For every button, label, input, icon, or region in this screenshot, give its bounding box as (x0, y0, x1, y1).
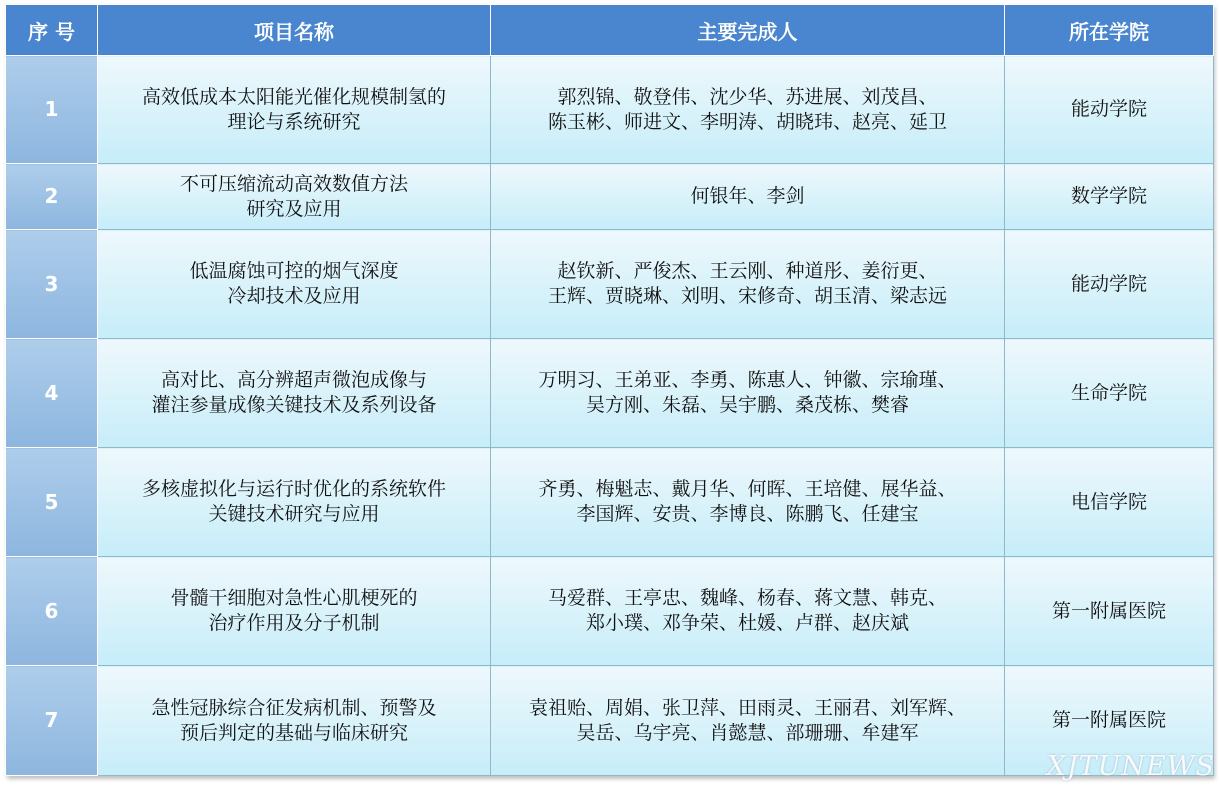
row-number: 3 (6, 230, 98, 339)
table-row (6, 164, 1214, 230)
project-name-cell (98, 666, 491, 776)
contributors-line: 陈玉彬、师进文、李明涛、胡晓玮、赵亮、延卫 (547, 110, 947, 133)
row-number: 6 (6, 557, 98, 666)
row-number: 1 (6, 56, 98, 164)
contributors-line: 齐勇、梅魁志、戴月华、何晖、王培健、展华益、 (538, 478, 957, 500)
table-row (6, 339, 1214, 448)
project-name-line: 冷却技术及应用 (227, 285, 361, 307)
school-cell: 电信学院 (1005, 448, 1214, 557)
contributors-cell (491, 448, 1005, 557)
header-school: 所在学院 (1005, 5, 1214, 56)
project-name-line: 低温腐蚀可控的烟气深度 (189, 260, 399, 282)
contributors-line: 何银年、李剑 (690, 185, 805, 207)
table-row (6, 448, 1214, 557)
row-number: 5 (6, 448, 98, 557)
contributors-line: 郭烈锦、敬登伟、沈少华、苏进展、刘茂昌、 (557, 85, 938, 108)
contributors-line: 吴方刚、朱磊、吴宇鹏、桑茂栋、樊睿 (585, 394, 909, 416)
header-main-contributors: 主要完成人 (491, 5, 1005, 56)
contributors-cell (491, 230, 1005, 339)
contributors-line: 马爱群、王亭忠、魏峰、杨春、蒋文慧、韩克、 (547, 587, 947, 609)
watermark-logo: XJTUNEWS (1046, 751, 1215, 782)
contributors-cell (491, 164, 1005, 230)
contributors-cell (491, 56, 1005, 164)
project-name-line: 骨髓干细胞对急性心肌梗死的 (170, 587, 418, 609)
contributors-line: 李国辉、安贵、李博良、陈鹏飞、任建宝 (576, 503, 919, 525)
contributors-cell (491, 339, 1005, 448)
awards-table (5, 4, 1214, 776)
contributors-line: 袁祖贻、周娟、张卫萍、田雨灵、王丽君、刘军辉、 (528, 696, 966, 719)
project-name-line: 不可压缩流动高效数值方法 (179, 172, 408, 195)
table-row (6, 666, 1214, 776)
project-name-line: 预后判定的基础与临床研究 (179, 721, 408, 744)
contributors-line: 王辉、贾晓琳、刘明、宋修奇、胡玉清、梁志远 (547, 285, 947, 307)
project-name-cell (98, 56, 491, 164)
contributors-line: 万明习、王弟亚、李勇、陈惠人、钟徽、宗瑜瑾、 (538, 369, 957, 391)
project-name-cell (98, 164, 491, 230)
school-cell: 第一附属医院 (1005, 557, 1214, 666)
project-name-cell (98, 339, 491, 448)
row-number: 4 (6, 339, 98, 448)
project-name-line: 高效低成本太阳能光催化规模制氢的 (141, 85, 446, 108)
project-name-line: 关键技术研究与应用 (208, 503, 380, 525)
project-name-line: 治疗作用及分子机制 (208, 612, 380, 634)
project-name-cell (98, 557, 491, 666)
project-name-line: 急性冠脉综合征发病机制、预警及 (151, 696, 437, 719)
school-cell: 第一附属医院 (1005, 666, 1214, 776)
table-row (6, 557, 1214, 666)
school-cell: 生命学院 (1005, 339, 1214, 448)
project-name-line: 高对比、高分辨超声微泡成像与 (160, 369, 427, 391)
table-row (6, 230, 1214, 339)
header-project-name: 项目名称 (98, 5, 491, 56)
header-number: 序 号 (6, 5, 98, 56)
project-name-line: 灌注参量成像关键技术及系列设备 (151, 394, 437, 416)
school-cell: 能动学院 (1005, 230, 1214, 339)
contributors-line: 吴岳、乌宇亮、肖懿慧、部珊珊、牟建军 (576, 721, 919, 744)
awards-table-container (5, 4, 1213, 776)
project-name-cell (98, 448, 491, 557)
table-row (6, 56, 1214, 164)
row-number: 7 (6, 666, 98, 776)
school-cell: 数学学院 (1005, 164, 1214, 230)
row-number: 2 (6, 164, 98, 230)
project-name-line: 研究及应用 (246, 197, 342, 220)
project-name-cell (98, 230, 491, 339)
project-name-line: 理论与系统研究 (227, 110, 361, 133)
contributors-cell (491, 666, 1005, 776)
contributors-line: 赵钦新、严俊杰、王云刚、种道彤、姜衍更、 (557, 260, 938, 282)
school-cell: 能动学院 (1005, 56, 1214, 164)
contributors-cell (491, 557, 1005, 666)
contributors-line: 郑小璞、邓争荣、杜媛、卢群、赵庆斌 (585, 612, 909, 634)
project-name-line: 多核虚拟化与运行时优化的系统软件 (141, 478, 446, 500)
table-header-row (6, 5, 1214, 56)
